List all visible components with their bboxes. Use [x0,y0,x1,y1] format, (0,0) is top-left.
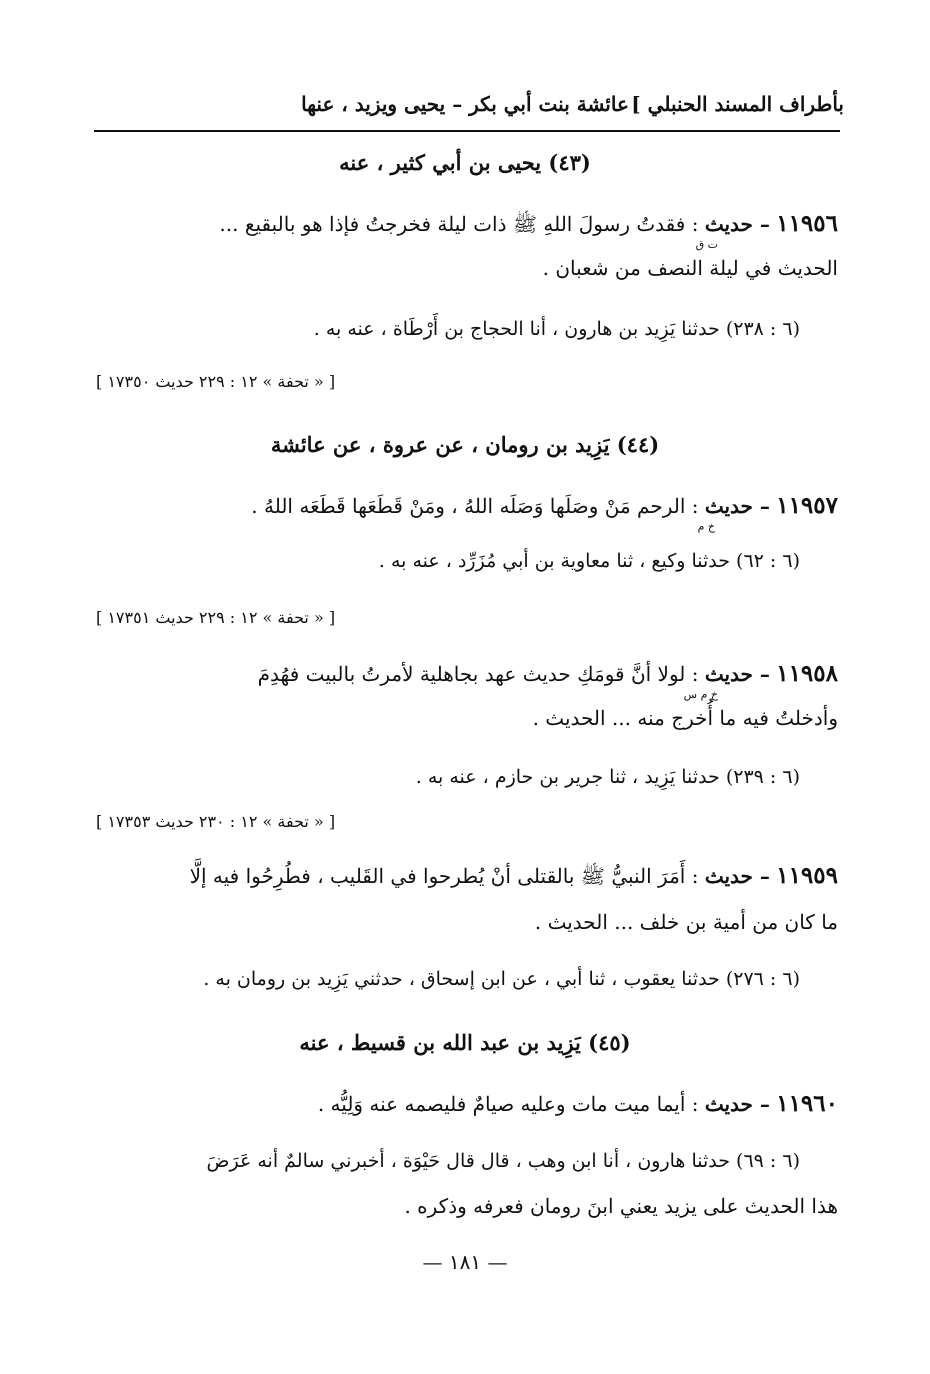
hadith-reference: (٦ : ٢٣٩) حدثنا يَزِيد ، ثنا جرير بن حازم ، عنه به . [415,766,800,788]
running-head-chapter: عائشة بنت أبي بكر – يحيى ويزيد ، عنها [301,92,629,116]
hadith-number: ١١٩٥٧ [776,492,838,519]
section-title-45: (٤٥) يَزِيد بن عبد الله بن قسيط ، عنه [299,1030,631,1055]
hadith-entry-11959-line2: ما كان من أمية بن خلف ... الحديث . [534,910,838,934]
running-head-book-title: بأطراف المسند الحنبلي ] [631,92,844,116]
tuhfa-reference: [ « تحفة » ١٢ : ٢٢٩ حديث ١٧٣٥٠ ] [96,372,336,391]
header-rule [94,130,840,132]
hadith-entry-11958-line2: وأدخلتُ فيه ما أُخرج منه ... الحديث . [532,706,838,730]
hadith-number: ١١٩٥٩ [776,862,838,889]
section-title-44: (٤٤) يَزِيد بن رومان ، عن عروة ، عن عائشة [270,432,660,457]
hadith-keyword: – حديث [704,212,770,236]
hadith-reference: (٦ : ٦٢) حدثنا وكيع ، ثنا معاوية بن أبي مُزَرِّد ، عنه به . [378,550,800,572]
hadith-text: : فقدتُ رسولَ اللهِ ﷺ ذات ليلة فخرجتُ فإذا هو بالبقيع ... [219,212,699,236]
hadith-siglum: ت ق [695,238,718,251]
hadith-keyword: – حديث [704,662,770,686]
hadith-number: ١١٩٥٦ [776,210,838,237]
hadith-entry-11956-line1 [219,210,838,241]
hadith-entry-11957-line1 [251,492,838,519]
hadith-number: ١١٩٥٨ [776,660,838,687]
hadith-entry-11960-line1 [318,1090,838,1117]
section-title-43: (٤٣) يحيى بن أبي كثير ، عنه [339,150,591,175]
page-number: — ١٨١ — [422,1250,508,1274]
hadith-siglum: خ م س [683,688,718,701]
hadith-reference: (٦ : ٢٣٨) حدثنا يَزِيد بن هارون ، أنا الحجاج بن أَرْطَاة ، عنه به . [313,318,800,340]
hadith-reference: (٦ : ٦٩) حدثنا هارون ، أنا ابن وهب ، قال قال حَيْوَة ، أخبرني سالمٌ أنه عَرَضَ [206,1150,800,1172]
hadith-entry-11956-line2: الحديث في ليلة النصف من شعبان . [542,256,838,280]
hadith-keyword: – حديث [704,494,770,518]
hadith-number: ١١٩٦٠ [776,1090,838,1117]
hadith-text: : الرحم مَنْ وصَلَها وَصَلَه اللهُ ، ومَنْ قَطَعَها قَطَعَه اللهُ . [251,494,699,518]
tuhfa-reference: [ « تحفة » ١٢ : ٢٣٠ حديث ١٧٣٥٣ ] [96,812,336,831]
hadith-keyword: – حديث [704,864,770,888]
hadith-entry-11958-line1 [258,660,838,687]
hadith-text: : لولا أنَّ قومَكِ حديث عهد بجاهلية لأمرتُ بالبيت فهُدِمَ [257,662,699,686]
hadith-siglum: خ م [697,520,715,533]
tuhfa-reference: [ « تحفة » ١٢ : ٢٢٩ حديث ١٧٣٥١ ] [96,608,336,627]
hadith-entry-11959-line1 [190,862,838,893]
hadith-reference: (٦ : ٢٧٦) حدثنا يعقوب ، ثنا أبي ، عن ابن إسحاق ، حدثني يَزِيد بن رومان به . [203,968,800,990]
hadith-text: : أيما ميت مات وعليه صيامٌ فليصمه عنه وَلِيُّه . [317,1092,699,1116]
hadith-reference-continued: هذا الحديث على يزيد يعني ابنَ رومان فعرفه وذكره . [404,1194,838,1218]
hadith-keyword: – حديث [704,1092,770,1116]
hadith-text: : أَمَرَ النبيُّ ﷺ بالقتلى أنْ يُطرحوا في القَليب ، فطُرِحُوا فيه إلَّا [189,864,699,888]
